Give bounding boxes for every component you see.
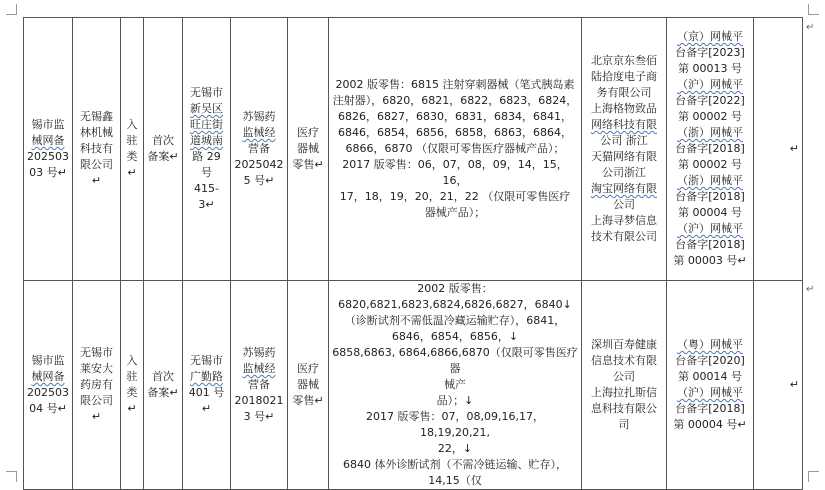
margin-corner-bottom-right xyxy=(808,471,819,482)
permit-cell[interactable]: 苏锡药 监械经 营备 2025042 5 号↵ xyxy=(231,18,288,281)
row-end-mark: ↵ xyxy=(806,284,815,295)
margin-corner-bottom-left xyxy=(6,471,17,482)
address-cell[interactable]: 无锡市 广勤路 401 号↵ xyxy=(183,281,231,490)
platform-cell[interactable]: 深圳百寿健康 信息技术有限 公司 上海拉扎斯信 息科技有限公 司 xyxy=(582,281,667,490)
category-cell[interactable]: 医疗 器械 零售↵ xyxy=(288,281,329,490)
platform-cell[interactable]: 北京京东叁佰 陆拾度电子商 务有限公司 上海格物致品 网络科技有限 公司 浙江 天猫网络有限 公司浙江 淘宝网络有限 公司 上海寻梦信息 技术有限公司 xyxy=(582,18,667,281)
margin-corner-top-right xyxy=(808,4,819,15)
table-row xyxy=(24,18,803,281)
company-cell[interactable]: 无锡市 莱安大 药房有 限公司↵ xyxy=(73,281,121,490)
licence-cell[interactable]: 锡市监 械网备 202503 03 号↵ xyxy=(24,18,73,281)
category-cell[interactable]: 医疗 器械 零售↵ xyxy=(288,18,329,281)
type-cell[interactable]: 入 驻 类↵ xyxy=(121,281,144,490)
company-cell[interactable]: 无锡鑫 林机械 科技有 限公司↵ xyxy=(73,18,121,281)
row-end-mark: ↵ xyxy=(806,22,815,33)
scope-cell[interactable]: 2002 版零售：6815 注射穿刺器械（笔式胰岛素 注射器），6820，6821，6822，6823，6824， 6826，6827，6830，6831，6834，6841， 6846，6854，6856，6858，6863，6864， 6866，6870 （仅限可零售医疗器械产品）； 2017 版零售：06，07，08，09，14，15，16， 17，18，19，20，21，22 （仅限可零售医疗 器械产品）； xyxy=(329,18,582,281)
empty-cell[interactable]: ↵ xyxy=(754,18,803,281)
page-top-margin xyxy=(0,0,825,14)
record-table xyxy=(23,17,803,490)
scope-cell[interactable]: 2002 版零售： 6820,6821,6823,6824,6826,6827，6840↓ （诊断试剂不需低温冷藏运输贮存），6841， 6846，6854，6856，↓ 6858,6863, 6864,6866,6870（仅限可零售医疗器 械产 品）；↓ 2017 版零售：07，08,09,16,17，18,19,20,21, 22，↓ 6840 体外诊断试剂（不需冷链运输、贮存）， 14,15（仅 xyxy=(329,281,582,490)
margin-corner-top-left xyxy=(6,4,17,15)
record-type-cell[interactable]: 首次 备案↵ xyxy=(144,281,183,490)
licence-cell[interactable]: 锡市监 械网备 202503 04 号↵ xyxy=(24,281,73,490)
table-row xyxy=(24,281,803,490)
filing-cell[interactable]: （京）网械平 台备字[2023] 第 00013 号 （沪）网械平 台备字[2022] 第 00002 号 （浙）网械平 台备字[2018] 第 00002 号 （浙）网械平 台备字[2018] 第 00004 号 （沪）网械平 台备字[2018] 第 00003 号↵ xyxy=(667,18,754,281)
address-cell[interactable]: 无锡市 新吴区 旺庄街 道城南 路 29 号 415-3↵ xyxy=(183,18,231,281)
empty-cell[interactable]: ↵ xyxy=(754,281,803,490)
permit-cell[interactable]: 苏锡药 监械经 营备 2018021 3 号↵ xyxy=(231,281,288,490)
type-cell[interactable]: 入 驻 类↵ xyxy=(121,18,144,281)
filing-cell[interactable]: （粤）网械平 台备字[2020] 第 00014 号 （沪）网械平 台备字[2018] 第 00004 号↵ xyxy=(667,281,754,490)
record-type-cell[interactable]: 首次 备案↵ xyxy=(144,18,183,281)
